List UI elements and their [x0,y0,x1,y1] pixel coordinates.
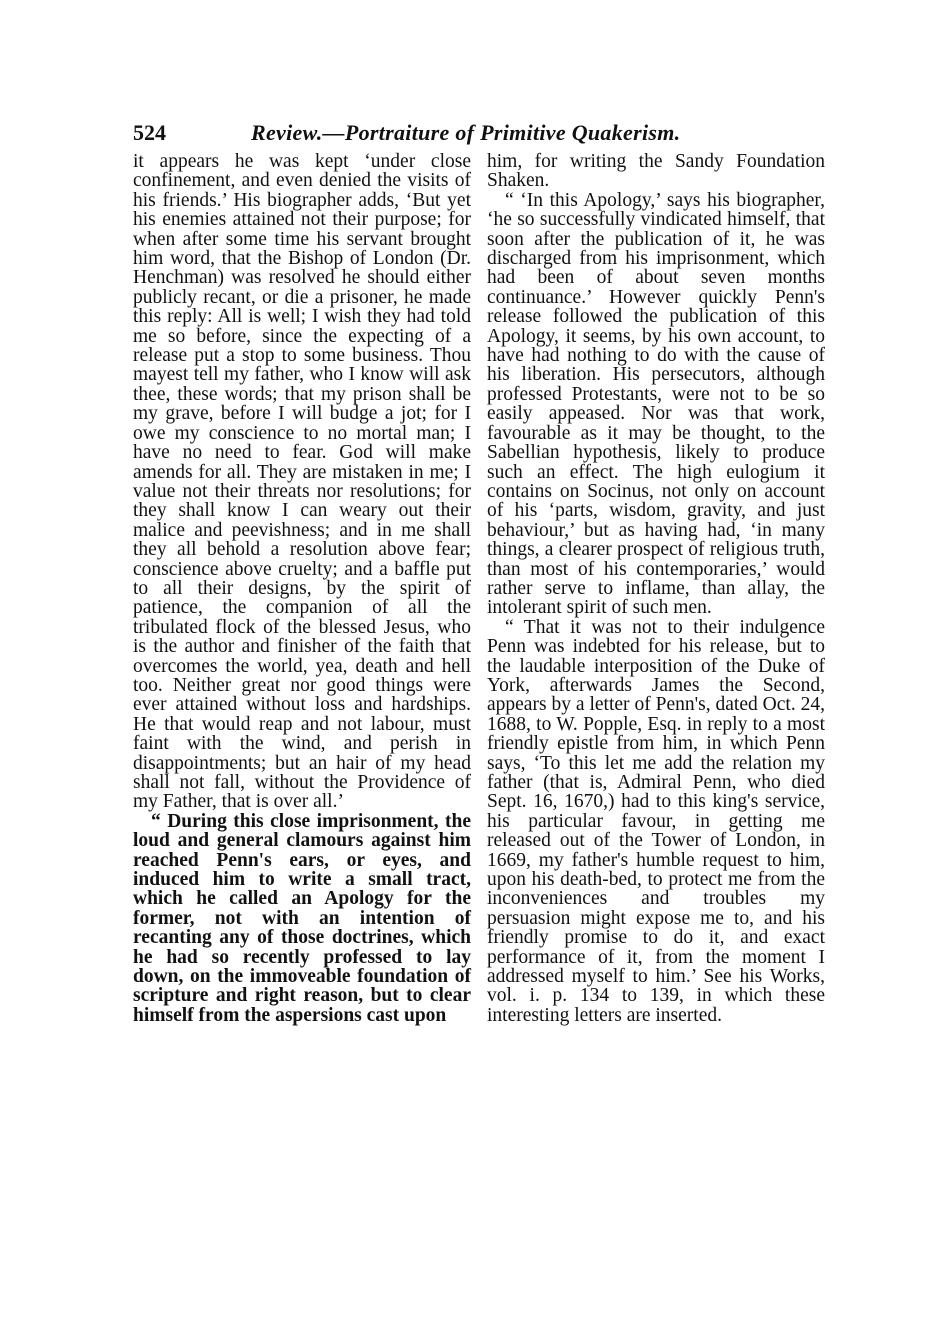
paragraph: him, for writing the Sandy Foundation Shaken. [487,151,825,192]
paragraph: “ During this close imprisonment, the loud and general clamours against him reached Penn's ears, or eyes, and induced him to write a small tract, which he called an Apology for the former, not with an intention of recanting any of those doctrines, which he had so recently professed to lay down, on the immoveable foundation of scripture and right reason, but to clear himself from the aspersions cast upon [133,810,471,1026]
running-head: Review.—Portraiture of Primitive Quakerism. [251,120,681,145]
right-column [487,152,825,1025]
paragraph: “ That it was not to their indulgence Penn was indebted for his release, but to the laudable interposition of the Duke of York, afterwards James the Second, appears by a letter of Penn's, dated Oct. 24, 1688, to W. Popple, Esq. in reply to a most friendly epistle from him, in which Penn says, ‘To this let me add the relation my father (that is, Admiral Penn, who died Sept. 16, 1670,) had to this king's service, his particular favour, in getting me released out of the Tower of London, in 1669, my father's humble request to him, upon his death-bed, to protect me from the inconveniences and troubles my persuasion might expose me to, and his friendly promise to do it, and exact performance of it, from the moment I addressed myself to him.’ See his Works, vol. i. p. 134 to 139, in which these interesting letters are inserted. [487,616,825,1026]
page-number: 524 [133,120,166,145]
paragraph: “ ‘In this Apology,’ says his biographer, ‘he so successfully vindicated himself, that soon after the publication of it, he was discharged from his imprisonment, which had been of about seven months continuance.’ However quickly Penn's release followed the publication of this Apology, it seems, by his own account, to have had nothing to do with the cause of his liberation. His persecutors, although professed Protestants, were not to be so easily appeased. Nor was that work, favourable as it may be thought, to the Sabellian hypothesis, likely to produce such an effect. The high eulogium it contains on Socinus, not only on account of his ‘parts, wisdom, gravity, and just behaviour,’ but as having had, ‘in many things, a clearer prospect of religious truth, than most of his contemporaries,’ would rather serve to inflame, than allay, the intolerant spirit of such men. [487,189,825,619]
page-header [133,118,829,148]
left-column [133,152,471,1025]
paragraph: it appears he was kept ‘under close confinement, and even denied the visits of his friends.’ His biographer adds, ‘But yet his enemies attained not their purpose; for when after some time his servant brought him word, that the Bishop of London (Dr. Henchman) was resolved he should either publicly recant, or die a prisoner, he made this reply: All is well; I wish they had told me so before, since the expecting of a release put a stop to some business. Thou mayest tell my father, who I know will ask thee, these words; that my prison shall be my grave, before I will budge a jot; for I owe my conscience to no mortal man; I have no need to fear. God will make amends for all. They are mistaken in me; I value not their threats nor resolutions; for they shall know I can weary out their malice and peevishness; and in me shall they all behold a resolution above fear; conscience above cruelty; and a baffle put to all their designs, by the spirit of patience, the companion of all the tribulated flock of the blessed Jesus, who is the author and finisher of the faith that overcomes the world, yea, death and hell too. Neither great nor good things were ever attained without loss and hardships. He that would reap and not labour, must faint with the wind, and perish in disappointments; but an hair of my head shall not fall, without the Providence of my Father, that is over all.’ [133,151,471,813]
